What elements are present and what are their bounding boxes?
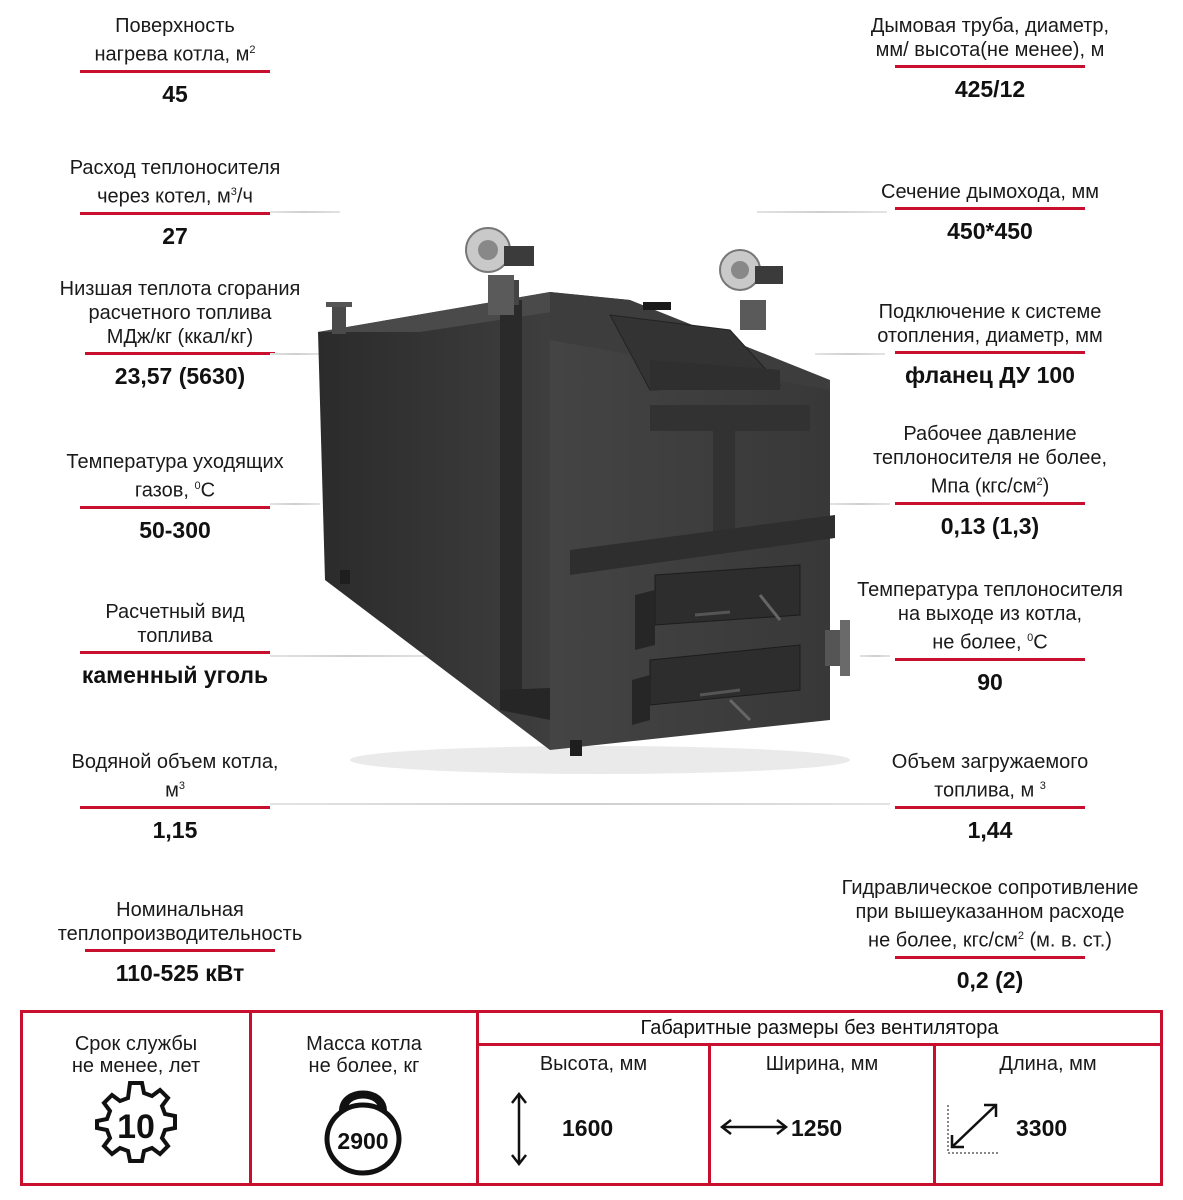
- spec-load-vol: [835, 750, 1145, 845]
- spec-label: Водяной объем котла,: [71, 751, 279, 773]
- service-label: Срок службы: [74, 1033, 198, 1055]
- leader-line: [270, 803, 890, 805]
- red-rule: [895, 65, 1085, 68]
- cell-length: [936, 1013, 1160, 1183]
- spec-value: 50-300: [139, 516, 211, 543]
- cell-mass: [252, 1013, 476, 1183]
- red-rule: [895, 806, 1085, 809]
- red-rule: [80, 506, 270, 509]
- gear-icon: [86, 1077, 186, 1177]
- red-rule: [80, 212, 270, 215]
- spec-value: 0,2 (2): [956, 966, 1024, 993]
- red-rule: [895, 207, 1085, 210]
- spec-label: мм/ высота(не менее), м: [875, 39, 1105, 61]
- spec-surface: [30, 14, 320, 109]
- spec-label: м: [165, 779, 179, 802]
- spec-sup: 2: [1036, 476, 1043, 488]
- spec-power: [30, 898, 330, 988]
- spec-value: 1,15: [152, 816, 198, 843]
- cell-height: [479, 1013, 708, 1183]
- vertical-arrow-icon: [509, 1091, 529, 1167]
- spec-label: при вышеуказанном расходе: [855, 901, 1125, 923]
- spec-label: (м. в. ст.): [1023, 929, 1112, 952]
- spec-label: /ч: [236, 185, 253, 208]
- spec-out-temp: [835, 578, 1145, 697]
- spec-heat: [30, 277, 330, 391]
- spec-label: Температура теплоносителя: [857, 579, 1123, 601]
- spec-flow: [30, 156, 320, 251]
- dims-title: Габаритные размеры без вентилятора: [640, 1017, 999, 1039]
- leader-line: [270, 211, 340, 213]
- service-value: 10: [117, 1108, 155, 1146]
- spec-value: 110-525 кВт: [115, 960, 245, 986]
- red-rule: [80, 806, 270, 809]
- spec-value: каменный уголь: [81, 662, 269, 688]
- spec-label: Сечение дымохода, мм: [881, 181, 1099, 203]
- spec-value: фланец ДУ 100: [905, 362, 1075, 388]
- kettlebell-icon: [318, 1081, 408, 1177]
- leader-line: [757, 211, 887, 213]
- spec-connection: [835, 300, 1145, 390]
- spec-sup: 2: [1017, 930, 1024, 942]
- spec-label: Расход теплоносителя: [69, 157, 281, 179]
- boiler-illustration: [300, 220, 870, 780]
- spec-flue: [835, 180, 1145, 246]
- spec-sup: 3: [230, 186, 237, 198]
- spec-label: Температура уходящих: [66, 451, 284, 473]
- spec-label: теплопроизводительность: [57, 923, 303, 945]
- length-value: 3300: [1016, 1115, 1068, 1141]
- spec-label: не более, кгс/см: [868, 929, 1018, 952]
- spec-pressure: [835, 422, 1145, 541]
- spec-value: 45: [162, 80, 188, 107]
- spec-label: топлива: [137, 625, 213, 647]
- spec-label: Подключение к системе: [878, 301, 1102, 323]
- diagonal-arrow-icon: [944, 1097, 1004, 1157]
- spec-label: Гидравлическое сопротивление: [841, 877, 1139, 899]
- spec-value: 27: [162, 222, 188, 249]
- cell-width: [711, 1013, 933, 1183]
- red-rule: [895, 658, 1085, 661]
- spec-label: МДж/кг (ккал/кг): [106, 326, 254, 348]
- spec-label: Расчетный вид: [105, 601, 245, 623]
- horizontal-arrow-icon: [719, 1117, 789, 1137]
- spec-sup: 0: [194, 480, 201, 492]
- spec-gas-temp: [30, 450, 320, 545]
- spec-label: отопления, диаметр, мм: [877, 325, 1103, 347]
- spec-label: нагрева котла, м: [94, 43, 250, 66]
- dimensions-table: [20, 1010, 1163, 1186]
- cell-service-life: [23, 1013, 249, 1183]
- spec-hydraulic: [810, 876, 1170, 995]
- mass-label: не более, кг: [308, 1055, 420, 1077]
- spec-value: 23,57 (5630): [114, 363, 246, 389]
- spec-label: Номинальная: [116, 899, 244, 921]
- spec-value: 1,44: [967, 816, 1013, 843]
- red-rule: [895, 351, 1085, 354]
- spec-sup: 3: [1039, 780, 1046, 792]
- spec-sup: 2: [249, 44, 256, 56]
- mass-label: Масса котла: [306, 1033, 422, 1055]
- red-rule: [895, 956, 1085, 959]
- height-label: Высота, мм: [539, 1053, 648, 1075]
- spec-fuel: [30, 600, 320, 690]
- spec-sup: 0: [1027, 632, 1034, 644]
- height-value: 1600: [562, 1115, 614, 1141]
- spec-value: 450*450: [947, 218, 1033, 244]
- spec-label: на выходе из котла,: [897, 603, 1083, 625]
- spec-label: С: [1033, 631, 1048, 654]
- spec-label: Низшая теплота сгорания: [59, 278, 301, 300]
- spec-label: ): [1042, 475, 1050, 498]
- spec-label: Мпа (кгс/см: [930, 475, 1037, 498]
- spec-label: теплоносителя не более,: [872, 447, 1108, 469]
- red-rule: [85, 949, 275, 952]
- spec-chimney: [835, 14, 1145, 104]
- red-rule: [80, 70, 270, 73]
- spec-value: 90: [977, 668, 1003, 695]
- spec-label: Объем загружаемого: [891, 751, 1089, 773]
- red-rule: [895, 502, 1085, 505]
- spec-label: Поверхность: [115, 15, 235, 37]
- spec-label: через котел, м: [97, 185, 231, 208]
- service-label: не менее, лет: [71, 1055, 201, 1077]
- mass-value: 2900: [337, 1128, 389, 1154]
- width-value: 1250: [791, 1115, 843, 1141]
- spec-label: расчетного топлива: [88, 302, 272, 324]
- spec-label: газов,: [134, 479, 195, 502]
- spec-water-vol: [30, 750, 320, 845]
- spec-sup: 3: [178, 780, 185, 792]
- spec-label: не более,: [932, 631, 1028, 654]
- spec-value: 0,13 (1,3): [940, 512, 1040, 539]
- spec-label: топлива, м: [934, 779, 1040, 802]
- spec-label: Дымовая труба, диаметр,: [870, 15, 1110, 37]
- spec-value: 425/12: [954, 76, 1026, 102]
- length-label: Длина, мм: [999, 1053, 1097, 1075]
- red-rule: [80, 651, 270, 654]
- red-rule: [85, 352, 275, 355]
- width-label: Ширина, мм: [765, 1053, 879, 1075]
- spec-label: Рабочее давление: [903, 423, 1077, 445]
- spec-label: С: [200, 479, 216, 502]
